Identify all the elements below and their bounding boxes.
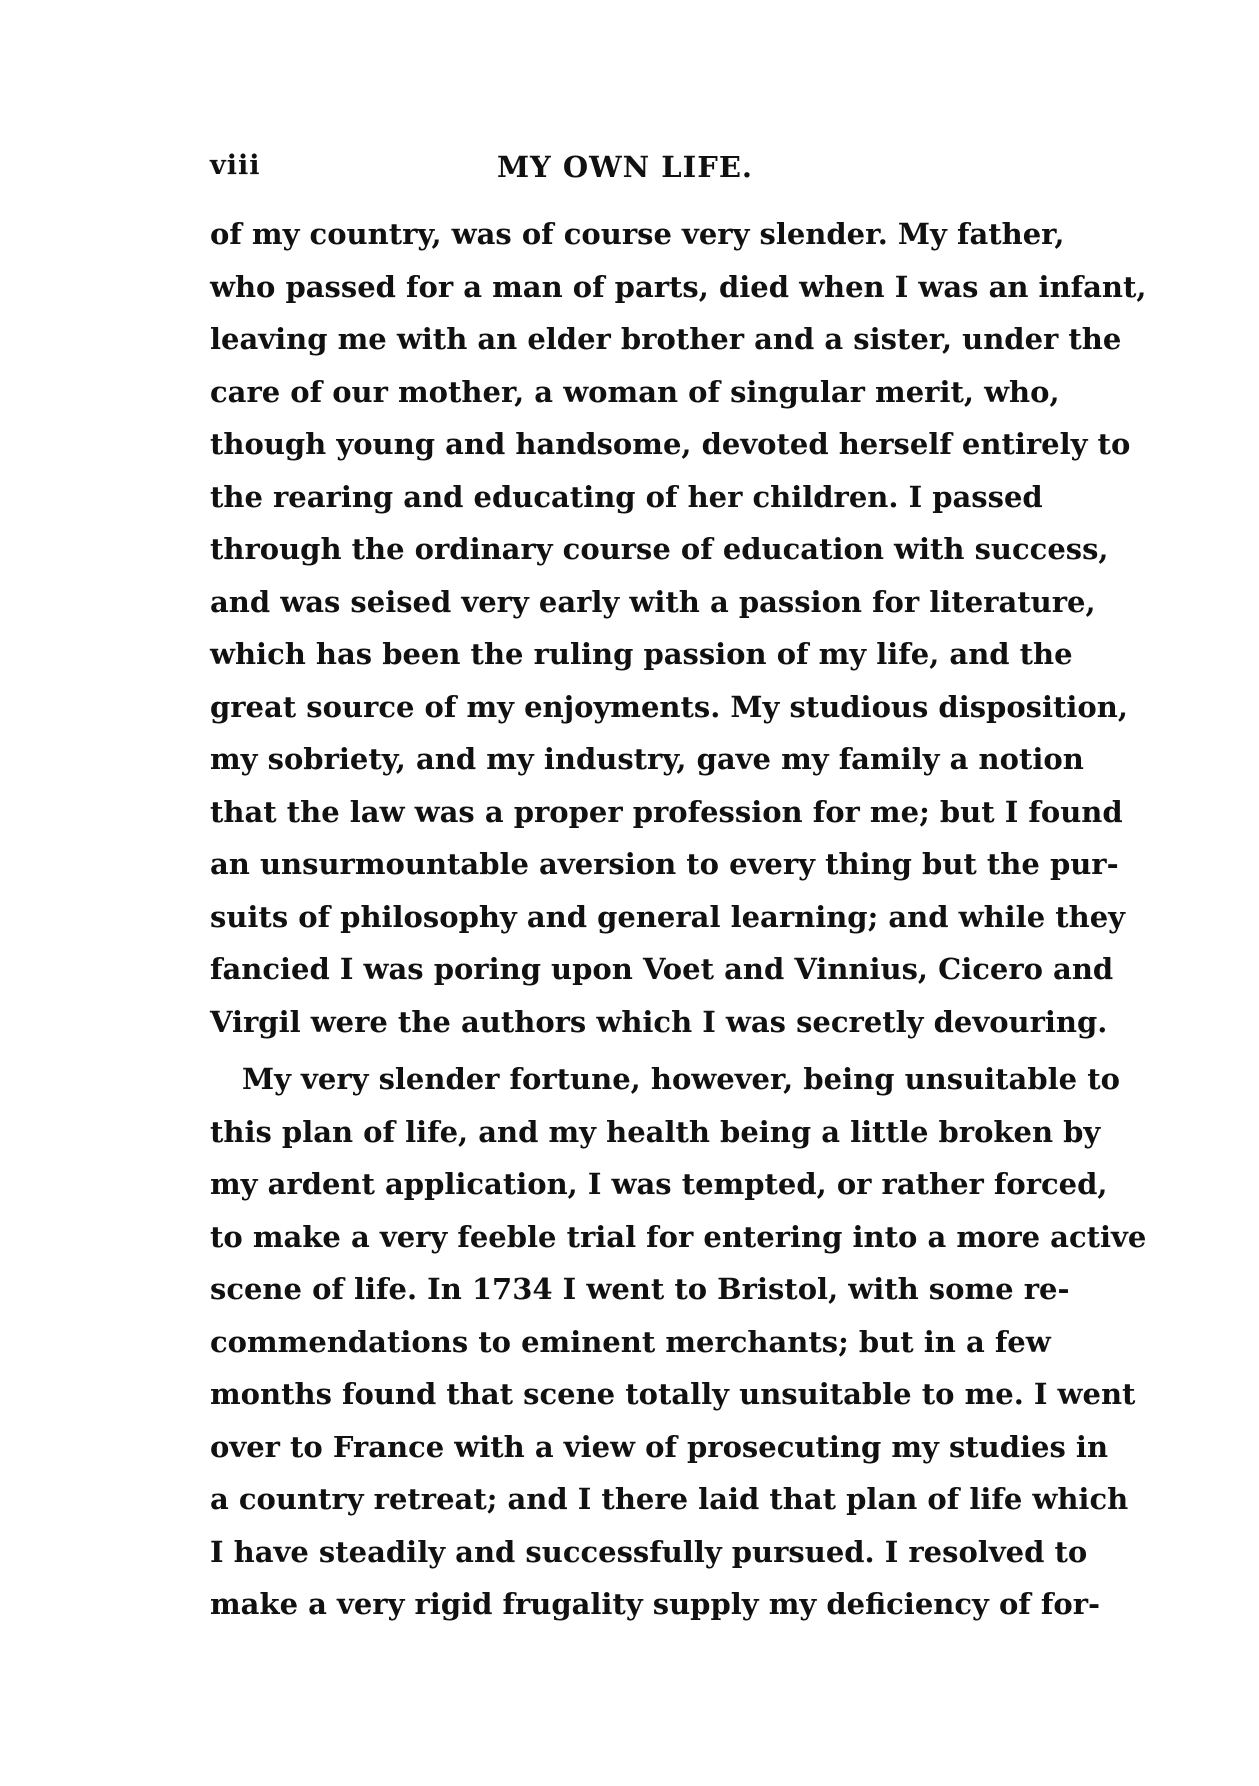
- text-line: my sobriety, and my industry, gave my family a notion: [210, 742, 1084, 776]
- text-line: commendations to eminent merchants; but in a few: [210, 1324, 1051, 1359]
- text-line: scene of life. In 1734 I went to Bristol, with some re-: [210, 1272, 1070, 1306]
- text-line: make a very rigid frugality supply my deficiency of for-: [210, 1587, 1101, 1621]
- text-line: though young and handsome, devoted herself entirely to: [210, 427, 1131, 461]
- text-line: care of our mother, a woman of singular merit, who,: [210, 374, 1060, 409]
- text-line: fancied I was poring upon Voet and Vinnius, Cicero and: [210, 952, 1114, 986]
- text-line: an unsurmountable aversion to every thing but the pur-: [210, 847, 1119, 881]
- text-line: that the law was a proper profession for me; but I found: [210, 794, 1123, 829]
- text-line: a country retreat; and I there laid that plan of life which: [210, 1482, 1129, 1516]
- text-line: which has been the ruling passion of my life, and the: [210, 637, 1073, 671]
- text-line: to make a very feeble trial for entering into a more active: [210, 1219, 1147, 1254]
- paragraph-1: [210, 208, 1147, 1048]
- text-line: great source of my enjoyments. My studious disposition,: [210, 689, 1128, 724]
- text-line: the rearing and educating of her children. I passed: [210, 479, 1043, 514]
- text-line: who passed for a man of parts, died when I was an infant,: [210, 269, 1147, 304]
- body-text: [210, 208, 1147, 1631]
- text-line: and was seised very early with a passion for literature,: [210, 584, 1096, 619]
- text-line: months found that scene totally unsuitable to me. I went: [210, 1377, 1136, 1411]
- text-line: through the ordinary course of education with success,: [210, 532, 1109, 566]
- text-line: I have steadily and successfully pursued. I resolved to: [210, 1534, 1088, 1569]
- text-line: leaving me with an elder brother and a sister, under the: [210, 322, 1122, 356]
- paragraph-2: [210, 1053, 1147, 1631]
- page-header: [210, 150, 1040, 194]
- text-line: of my country, was of course very slender. My father,: [210, 217, 1065, 251]
- text-line: Virgil were the authors which I was secretly devouring.: [210, 1004, 1108, 1039]
- page-number: viii: [210, 150, 261, 181]
- text-line: over to France with a view of prosecuting my studies in: [210, 1429, 1109, 1464]
- running-title: MY OWN LIFE.: [496, 150, 754, 184]
- text-line: this plan of life, and my health being a little broken by: [210, 1114, 1101, 1149]
- text-line: suits of philosophy and general learning; and while they: [210, 899, 1126, 934]
- text-line: My very slender fortune, however, being unsuitable to: [242, 1062, 1120, 1096]
- text-line: my ardent application, I was tempted, or rather forced,: [210, 1167, 1108, 1201]
